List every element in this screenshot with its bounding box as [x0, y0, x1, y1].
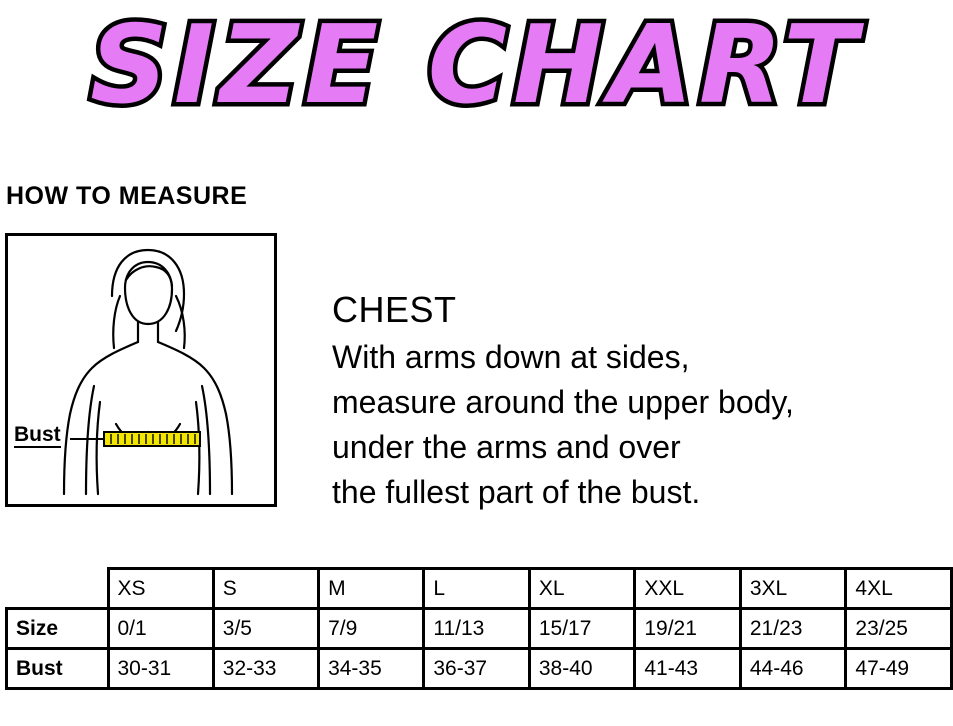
cell-size-3xl: 21/23 [740, 609, 846, 649]
cell-size-l: 11/13 [424, 609, 530, 649]
column-header-xs: XS [108, 569, 213, 609]
chest-description [332, 288, 932, 515]
table-row [7, 649, 952, 689]
cell-bust-xs: 30-31 [108, 649, 213, 689]
cell-size-s: 3/5 [213, 609, 318, 649]
row-header-bust: Bust [7, 649, 109, 689]
cell-bust-l: 36-37 [424, 649, 530, 689]
chest-heading: CHEST [332, 289, 457, 330]
column-header-xxl: XXL [635, 569, 741, 609]
chest-line-1: With arms down at sides, [332, 339, 690, 375]
column-header-l: L [424, 569, 530, 609]
page-title: SIZE CHART [90, 3, 863, 128]
column-header-3xl: 3XL [740, 569, 846, 609]
column-header-m: M [319, 569, 424, 609]
cell-bust-3xl: 44-46 [740, 649, 846, 689]
table-row [7, 609, 952, 649]
cell-bust-4xl: 47-49 [846, 649, 952, 689]
cell-bust-s: 32-33 [213, 649, 318, 689]
female-torso-illustration-icon [8, 236, 274, 504]
how-to-measure-heading: HOW TO MEASURE [6, 182, 248, 210]
measuring-tape-icon [70, 432, 200, 446]
measurement-figure [5, 233, 277, 507]
cell-size-4xl: 23/25 [846, 609, 952, 649]
chest-line-3: under the arms and over [332, 429, 681, 465]
page-title-banner [0, 0, 953, 150]
table-header-row [7, 569, 952, 609]
bust-measure-label: Bust [14, 424, 61, 448]
cell-bust-xxl: 41-43 [635, 649, 741, 689]
column-header-s: S [213, 569, 318, 609]
cell-size-xs: 0/1 [108, 609, 213, 649]
chest-line-2: measure around the upper body, [332, 384, 794, 420]
cell-size-m: 7/9 [319, 609, 424, 649]
column-header-4xl: 4XL [846, 569, 952, 609]
size-chart-table [5, 567, 953, 690]
cell-bust-m: 34-35 [319, 649, 424, 689]
cell-size-xl: 15/17 [529, 609, 635, 649]
row-header-size: Size [7, 609, 109, 649]
column-header-xl: XL [529, 569, 635, 609]
cell-size-xxl: 19/21 [635, 609, 741, 649]
chest-line-4: the fullest part of the bust. [332, 474, 701, 510]
table-corner-cell [7, 569, 109, 609]
cell-bust-xl: 38-40 [529, 649, 635, 689]
